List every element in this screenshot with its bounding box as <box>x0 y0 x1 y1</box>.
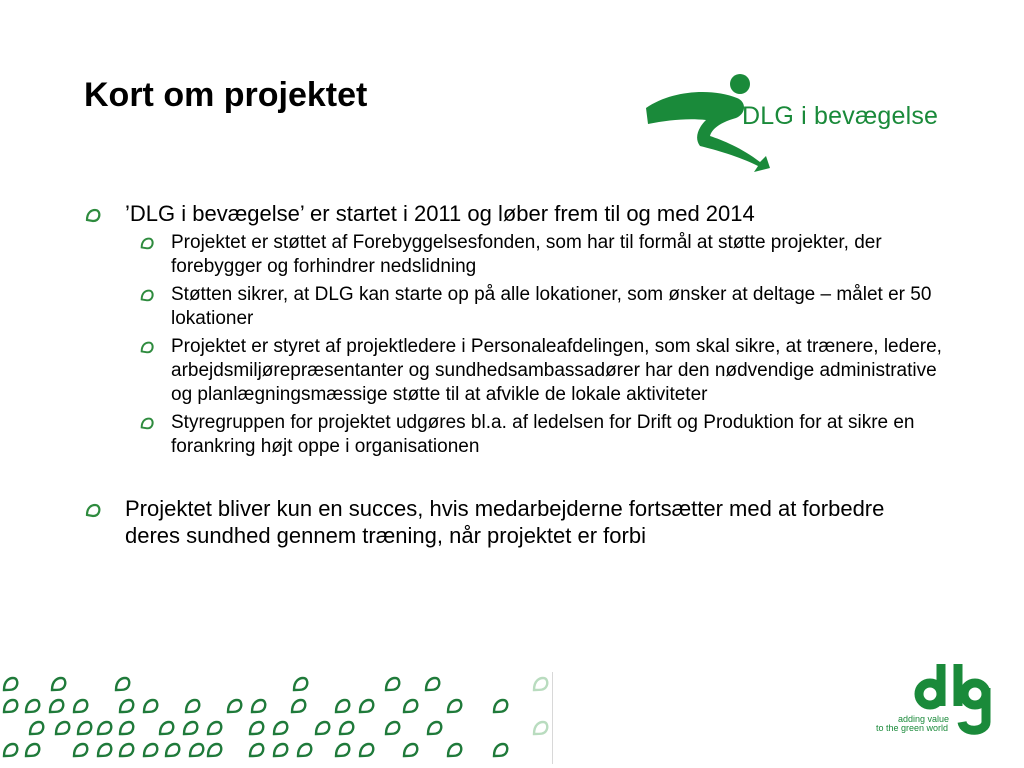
pattern-leaf-icon <box>448 700 461 712</box>
pattern-leaf-icon <box>340 722 353 734</box>
bullet-text: ’DLG i bevægelse’ er startet i 2011 og løber frem til og med 2014 <box>125 201 755 226</box>
pattern-leaf-icon <box>494 700 507 712</box>
dlg-logo-icon <box>868 660 998 760</box>
pattern-leaf-icon <box>120 722 133 734</box>
divider <box>552 672 553 764</box>
pattern-leaf-icon <box>252 700 265 712</box>
pattern-leaf-icon <box>298 744 311 756</box>
pattern-leaf-icon <box>294 678 307 690</box>
pattern-leaf-icon <box>386 678 399 690</box>
pattern-leaf-icon <box>74 700 87 712</box>
tagline-line-2: to the green world <box>876 723 949 733</box>
pattern-leaf-icon <box>336 700 349 712</box>
pattern-leaf-icon <box>186 700 199 712</box>
pattern-leaf-icon <box>26 744 39 756</box>
logo-text: DLG i bevægelse <box>742 102 939 130</box>
pattern-leaf-icon <box>78 722 91 734</box>
bullet-item <box>84 200 944 227</box>
pattern-leaf-icon <box>4 700 17 712</box>
bullet-icon <box>139 339 155 355</box>
pattern-leaf-icon <box>360 744 373 756</box>
sub-bullet-item <box>139 411 944 459</box>
bullet-text: Projektet bliver kun en succes, hvis medarbejderne fortsætter med at forbedre deres sundhed gennem træning, når projektet er forbi <box>125 496 885 548</box>
bullet-icon <box>139 287 155 303</box>
bullet-icon <box>84 501 102 519</box>
pattern-leaf-icon <box>250 722 263 734</box>
pattern-leaf-icon <box>426 678 439 690</box>
pattern-leaf-icon <box>228 700 241 712</box>
sub-bullet-item <box>139 335 944 407</box>
pattern-leaf-icon <box>98 744 111 756</box>
pattern-leaf-icon <box>448 744 461 756</box>
pattern-leaf-icon <box>292 700 305 712</box>
pattern-leaf-icon <box>98 722 111 734</box>
pattern-leaf-icon <box>160 722 173 734</box>
sub-bullet-text: Projektet er støttet af Forebyggelsesfonden, som har til formål at støtte projekter, der forebygger og forhindrer nedslidning <box>171 232 882 277</box>
pattern-leaf-icon <box>56 722 69 734</box>
dlg-logo <box>868 660 998 760</box>
sub-bullet-text: Støtten sikrer, at DLG kan starte op på alle lokationer, som ønsker at deltage – målet er 50 lokationer <box>171 284 932 329</box>
decorative-pattern <box>0 668 560 768</box>
pattern-leaf-icon <box>4 744 17 756</box>
pattern-leaf-icon <box>404 744 417 756</box>
pattern-leaf-icon <box>316 722 329 734</box>
pattern-leaf-icon <box>166 744 179 756</box>
pattern-leaf-icon <box>386 722 399 734</box>
tagline-line-1: adding value <box>898 714 950 724</box>
bullet-item <box>84 495 944 549</box>
pattern-leaf-icon <box>274 744 287 756</box>
pattern-leaf-icon <box>120 700 133 712</box>
pattern-leaf-icon <box>360 700 373 712</box>
pattern-leaf-icon <box>120 744 133 756</box>
pattern-leaf-icon <box>26 700 39 712</box>
pattern-leaf-icon <box>274 722 287 734</box>
pattern-leaf-icon <box>144 700 157 712</box>
pattern-leaf-icon <box>336 744 349 756</box>
pattern-leaf-icon <box>428 722 441 734</box>
pattern-leaf-icon <box>534 678 547 690</box>
sub-bullet-text: Projektet er styret af projektledere i Personaleafdelingen, som skal sikre, at trænere, ledere, arbejdsmiljørepræsentanter og sundhedsambassadører har den nødvendige administrative og planlægningsmæssige støtte til at afvikle de lokale aktiviteter <box>171 336 942 405</box>
pattern-leaf-icon <box>190 744 203 756</box>
pattern-leaf-icon <box>50 700 63 712</box>
bullet-icon <box>139 415 155 431</box>
pattern-leaf-icon <box>4 678 17 690</box>
sub-bullet-text: Styregruppen for projektet udgøres bl.a. af ledelsen for Drift og Produktion for at sikre en forankring højt oppe i organisationen <box>171 412 915 457</box>
pattern-leaf-icon <box>184 722 197 734</box>
pattern-leaf-icon <box>30 722 43 734</box>
pattern-leaf-icon <box>404 700 417 712</box>
pattern-leaf-icon <box>494 744 507 756</box>
sub-bullet-item <box>139 231 944 279</box>
pattern-leaf-icon <box>116 678 129 690</box>
pattern-leaf-icon <box>208 744 221 756</box>
bullet-list <box>84 200 944 549</box>
bullet-icon <box>84 206 102 224</box>
pattern-leaf-icon <box>208 722 221 734</box>
dlg-i-bevaegelse-logo <box>642 70 962 175</box>
bullet-icon <box>139 235 155 251</box>
slide-title: Kort om projektet <box>84 76 368 114</box>
pattern-leaf-icon <box>144 744 157 756</box>
pattern-leaf-icon <box>534 722 547 734</box>
pattern-leaf-icon <box>250 744 263 756</box>
pattern-leaf-icon <box>74 744 87 756</box>
sub-bullet-item <box>139 283 944 331</box>
pattern-leaf-icon <box>52 678 65 690</box>
